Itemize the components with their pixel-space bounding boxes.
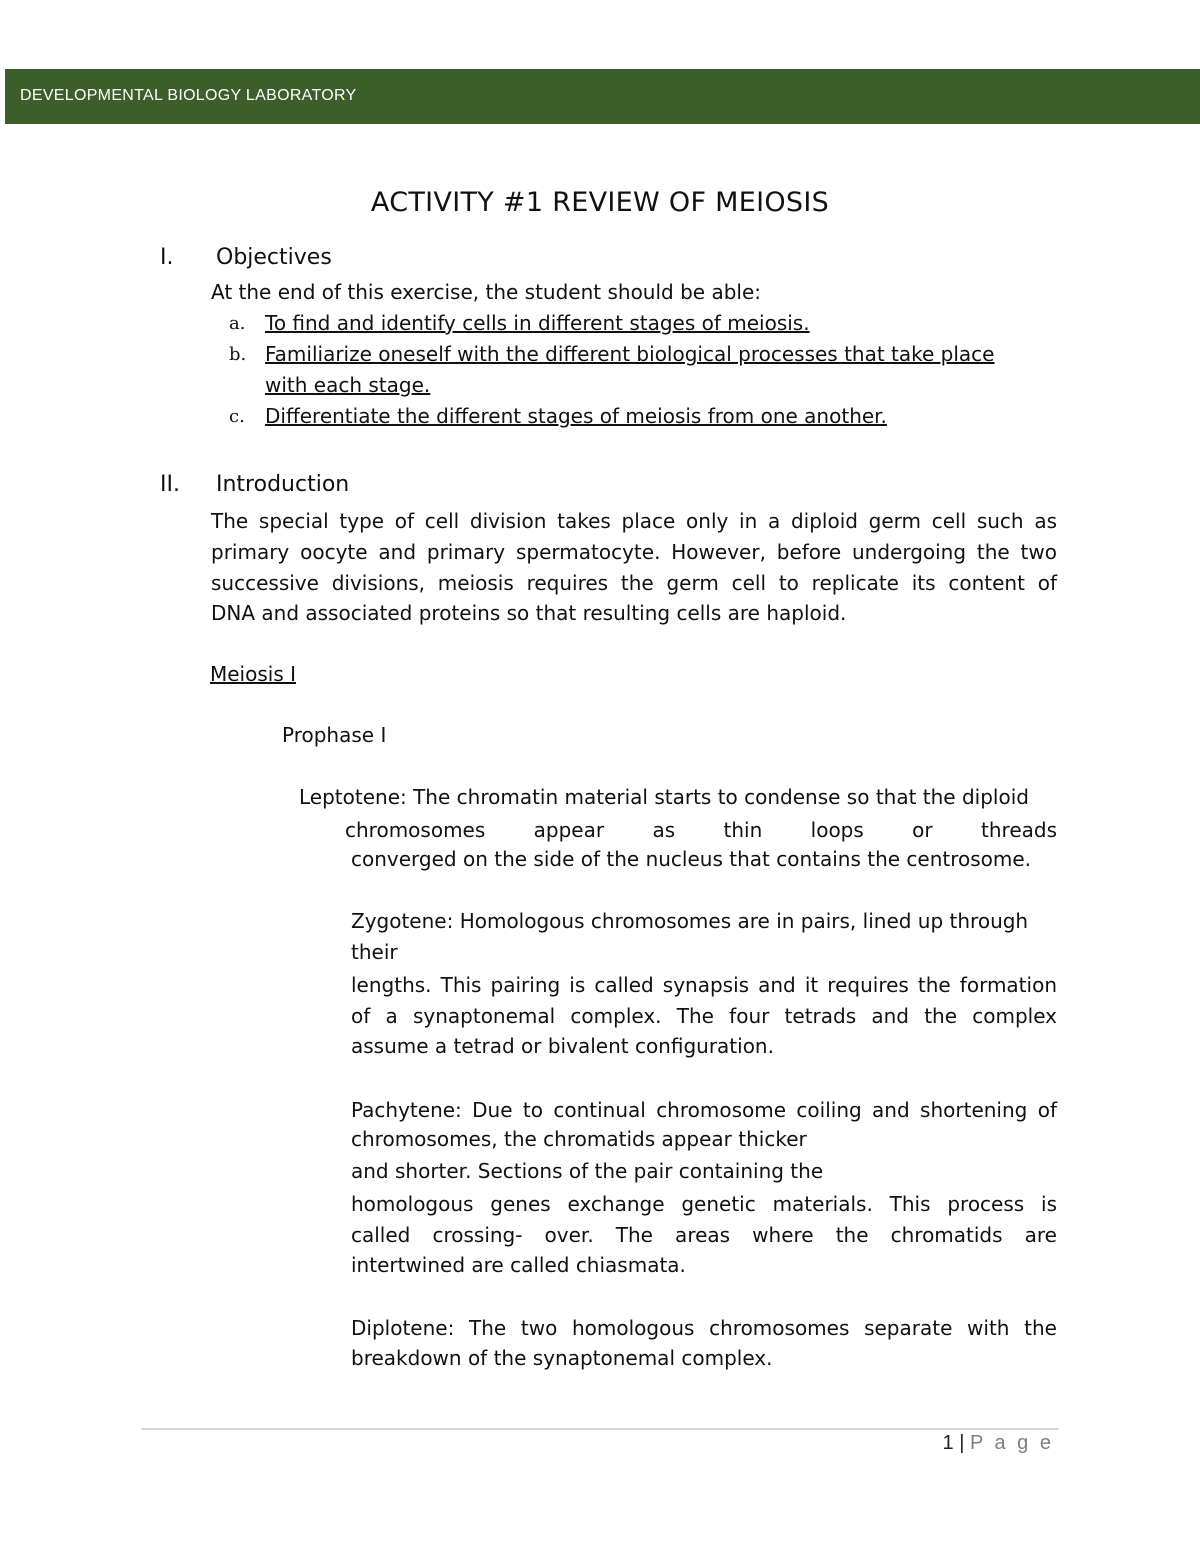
- pachytene-text: intertwined are called chiasmata.: [351, 1253, 686, 1277]
- objective-letter-b: b.: [229, 344, 247, 365]
- objective-item-a: To find and identify cells in different stages of meiosis.: [265, 311, 810, 335]
- pachytene-text: chromosomes, the chromatids appear thicker: [351, 1127, 807, 1151]
- pachytene-text: and shorter. Sections of the pair containing the: [351, 1159, 824, 1183]
- zygotene-text: assume a tetrad or bivalent configuration.: [351, 1034, 774, 1058]
- objective-item-c: Differentiate the different stages of meiosis from one another.: [265, 404, 887, 428]
- objective-letter-a: a.: [229, 313, 246, 334]
- document-title: ACTIVITY #1 REVIEW OF MEIOSIS: [370, 187, 830, 218]
- page-label: P a g e: [969, 1432, 1054, 1454]
- leptotene-text: converged on the side of the nucleus that contains the centrosome.: [351, 847, 1032, 871]
- meiosis-i-subheading: Meiosis I: [210, 662, 297, 686]
- leptotene-text: Leptotene: The chromatin material starts to condense so that the diploid: [299, 785, 1029, 809]
- objectives-intro: At the end of this exercise, the student should be able:: [211, 280, 761, 304]
- prophase-i-heading: Prophase I: [282, 723, 387, 747]
- zygotene-text: lengths. This pairing is called synapsis and it requires the formation: [351, 973, 1057, 997]
- lab-title: DEVELOPMENTAL BIOLOGY LABORATORY: [20, 87, 357, 104]
- page-separator: |: [959, 1432, 965, 1454]
- introduction-line: The special type of cell division takes place only in a diploid germ cell such as: [211, 509, 1057, 533]
- leptotene-text: chromosomes appear as thin loops or threads: [345, 818, 1057, 842]
- objective-letter-c: c.: [229, 406, 245, 427]
- introduction-heading: Introduction: [216, 472, 350, 497]
- zygotene-text: their: [351, 940, 398, 964]
- pachytene-text: Pachytene: Due to continual chromosome coiling and shortening of: [351, 1098, 1057, 1122]
- page-number: 1: [942, 1432, 954, 1454]
- diplotene-text: breakdown of the synaptonemal complex.: [351, 1346, 773, 1370]
- pachytene-text: called crossing- over. The areas where the chromatids are: [351, 1223, 1057, 1247]
- introduction-line: successive divisions, meiosis requires the germ cell to replicate its content of: [211, 571, 1057, 595]
- zygotene-text: of a synaptonemal complex. The four tetrads and the complex: [351, 1004, 1057, 1028]
- pachytene-text: homologous genes exchange genetic materials. This process is: [351, 1192, 1057, 1216]
- header-band: [5, 69, 1200, 124]
- objectives-number: I.: [160, 245, 174, 270]
- objectives-heading: Objectives: [216, 245, 332, 270]
- zygotene-text: Zygotene: Homologous chromosomes are in pairs, lined up through: [351, 909, 1029, 933]
- introduction-line: DNA and associated proteins so that resulting cells are haploid.: [211, 601, 847, 625]
- objective-item-b: Familiarize oneself with the different biological processes that take place: [265, 342, 995, 366]
- page-footer: [943, 1432, 1054, 1455]
- introduction-line: primary oocyte and primary spermatocyte. However, before undergoing the two: [211, 540, 1057, 564]
- footer-divider: [141, 1428, 1059, 1430]
- diplotene-text: Diplotene: The two homologous chromosomes separate with the: [351, 1316, 1057, 1340]
- objective-item-b-cont: with each stage.: [265, 373, 431, 397]
- introduction-number: II.: [160, 472, 180, 497]
